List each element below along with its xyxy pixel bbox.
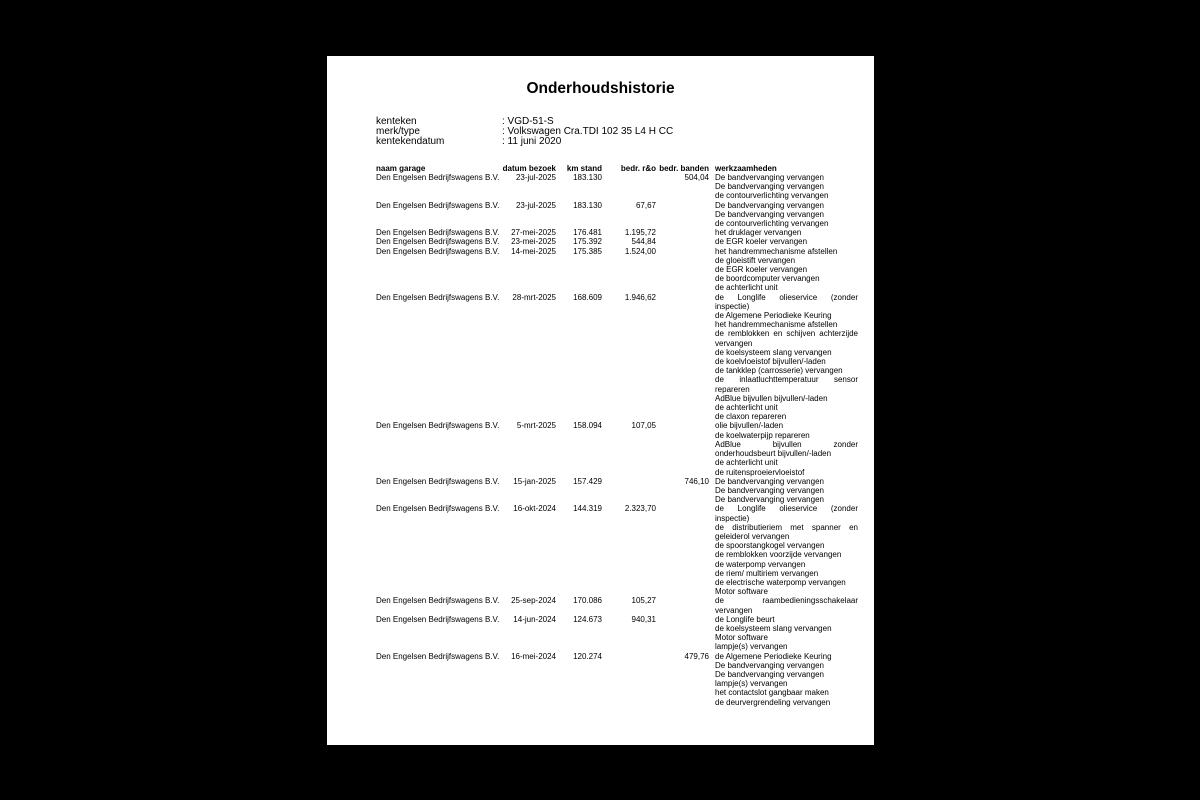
cell-garage: Den Engelsen Bedrijfswagens B.V. — [376, 421, 500, 431]
work-item: de Longlife beurt — [715, 614, 775, 624]
cell-tyres: 504,04 — [684, 173, 709, 182]
cell-work — [715, 247, 858, 293]
work-item: de Algemene Periodieke Keuring — [715, 311, 832, 321]
work-item: de EGR koeler vervangen — [715, 237, 808, 247]
table-row — [376, 477, 866, 505]
work-item: de achterlicht unit — [715, 283, 778, 293]
work-item: de claxon repareren — [715, 412, 787, 422]
cell-garage: Den Engelsen Bedrijfswagens B.V. — [376, 246, 500, 256]
cell-ro: 1.524,00 — [624, 246, 656, 256]
cell-garage: Den Engelsen Bedrijfswagens B.V. — [376, 614, 500, 624]
work-item: de koelvloeistof bijvullen/-laden — [715, 357, 826, 367]
work-item: lampje(s) vervangen — [715, 642, 788, 652]
work-item: de EGR koeler vervangen — [715, 265, 808, 275]
work-item: Motor software — [715, 633, 768, 643]
work-item: de waterpomp vervangen — [715, 559, 806, 569]
header-ro: bedr. r&o — [620, 164, 656, 173]
work-item: de remblokken en schijven achterzijde vervangen — [715, 329, 858, 348]
cell-km: 175.385 — [573, 246, 602, 256]
work-item: het druklager vervangen — [715, 228, 802, 238]
table-body — [376, 173, 866, 707]
work-item: De bandvervanging vervangen — [715, 173, 824, 182]
table-row — [376, 421, 866, 476]
cell-km: 176.481 — [573, 228, 602, 238]
cell-ro: 2.323,70 — [624, 504, 656, 514]
cell-km: 124.673 — [573, 614, 602, 624]
cell-date: 14-mei-2025 — [511, 246, 556, 256]
work-item: lampje(s) vervangen — [715, 679, 788, 689]
cell-garage: Den Engelsen Bedrijfswagens B.V. — [376, 200, 500, 210]
cell-date: 23-mei-2025 — [511, 237, 556, 247]
cell-date: 5-mrt-2025 — [516, 421, 556, 431]
work-item: de achterlicht unit — [715, 403, 778, 413]
cell-work — [715, 596, 858, 614]
cell-ro: 105,27 — [631, 596, 656, 606]
cell-ro: 544,84 — [631, 237, 656, 247]
work-item: olie bijvullen/-laden — [715, 421, 784, 431]
cell-work — [715, 652, 858, 707]
maintenance-table — [376, 164, 866, 707]
work-item: De bandvervanging vervangen — [715, 660, 824, 670]
table-row — [376, 652, 866, 707]
work-item: De bandvervanging vervangen — [715, 182, 824, 192]
work-item: de tankklep (carrosserie) vervangen — [715, 366, 843, 376]
work-item: het handremmechanisme afstellen — [715, 320, 838, 330]
work-item: de contourverlichting vervangen — [715, 219, 829, 229]
cell-garage: Den Engelsen Bedrijfswagens B.V. — [376, 596, 500, 606]
work-item: de Algemene Periodieke Keuring — [715, 651, 832, 661]
header-tyres: bedr. banden — [659, 164, 709, 173]
cell-work — [715, 615, 858, 652]
work-item: De bandvervanging vervangen — [715, 476, 824, 486]
table-row — [376, 615, 866, 652]
vehicle-info-value: : Volkswagen Cra.TDI 102 35 L4 H CC — [502, 126, 674, 137]
work-item: de inlaatluchttemperatuur sensor repareren — [715, 375, 858, 394]
table-row — [376, 201, 866, 229]
work-item: de gloeistift vervangen — [715, 255, 796, 265]
work-item: de Longlife olieservice (zonder inspectie) — [715, 292, 858, 311]
cell-tyres: 746,10 — [684, 476, 709, 486]
work-item: AdBlue bijvullen bijvullen/-laden — [715, 393, 828, 403]
cell-ro: 1.946,62 — [624, 292, 656, 302]
work-item: de remblokken voorzijde vervangen — [715, 550, 842, 560]
work-item: het handremmechanisme afstellen — [715, 246, 838, 256]
cell-work — [715, 504, 858, 596]
work-item: De bandvervanging vervangen — [715, 200, 824, 210]
table-row — [376, 237, 866, 246]
work-item: de electrische waterpomp vervangen — [715, 577, 846, 587]
page-title: Onderhoudshistorie — [526, 80, 675, 97]
work-item: de spoorstangkogel vervangen — [715, 541, 825, 551]
cell-garage: Den Engelsen Bedrijfswagens B.V. — [376, 504, 500, 514]
header-date: datum bezoek — [502, 164, 556, 173]
cell-date: 28-mrt-2025 — [512, 292, 556, 302]
work-item: het contactslot gangbaar maken — [715, 688, 829, 698]
cell-garage: Den Engelsen Bedrijfswagens B.V. — [376, 476, 500, 486]
header-km: km stand — [566, 164, 602, 173]
cell-date: 25-sep-2024 — [511, 596, 556, 606]
cell-work — [715, 237, 858, 246]
work-item: de deurvergrendeling vervangen — [715, 697, 831, 707]
cell-km: 157.429 — [573, 476, 602, 486]
cell-date: 23-jul-2025 — [515, 173, 556, 182]
work-item: de koelsysteem slang vervangen — [715, 347, 832, 357]
cell-work — [715, 173, 858, 201]
header-work: werkzaamheden — [715, 164, 777, 173]
table-row — [376, 504, 866, 596]
vehicle-info-label: kentekendatum — [376, 136, 445, 147]
cell-km: 158.094 — [573, 421, 602, 431]
work-item: de achterlicht unit — [715, 458, 778, 468]
cell-date: 14-jun-2024 — [513, 614, 556, 624]
cell-tyres: 479,76 — [684, 651, 709, 661]
work-item: Motor software — [715, 587, 768, 597]
work-item: de raambedieningsschakelaar vervangen — [715, 596, 858, 615]
cell-km: 175.392 — [573, 237, 602, 247]
work-item: De bandvervanging vervangen — [715, 495, 824, 505]
cell-km: 120.274 — [573, 651, 602, 661]
cell-work — [715, 201, 858, 229]
table-row — [376, 247, 866, 293]
cell-km: 170.086 — [573, 596, 602, 606]
document-page — [327, 56, 874, 745]
work-item: de ruitensproeiervloeistof — [715, 467, 805, 477]
cell-work — [715, 228, 858, 237]
cell-km: 183.130 — [573, 200, 602, 210]
work-item: AdBlue bijvullen zonder onderhoudsbeurt bijvullen/-laden — [715, 439, 858, 459]
cell-work — [715, 477, 858, 505]
cell-ro: 107,05 — [631, 421, 656, 431]
cell-ro: 1.195,72 — [624, 228, 656, 238]
cell-garage: Den Engelsen Bedrijfswagens B.V. — [376, 228, 500, 238]
cell-km: 168.609 — [573, 292, 602, 302]
work-item: de koelsysteem slang vervangen — [715, 623, 832, 633]
vehicle-info-label: kenteken — [376, 116, 417, 127]
work-item: De bandvervanging vervangen — [715, 485, 824, 495]
cell-date: 15-jan-2025 — [513, 476, 556, 486]
cell-garage: Den Engelsen Bedrijfswagens B.V. — [376, 292, 500, 302]
table-row — [376, 596, 866, 614]
table-header — [376, 164, 866, 173]
cell-work — [715, 293, 858, 422]
vehicle-info-label: merk/type — [376, 126, 420, 137]
vehicle-info-value: : VGD-51-S — [502, 116, 554, 127]
table-row — [376, 173, 866, 201]
cell-km: 144.319 — [573, 504, 602, 514]
cell-garage: Den Engelsen Bedrijfswagens B.V. — [376, 237, 500, 247]
header-garage: naam garage — [376, 164, 426, 173]
cell-garage: Den Engelsen Bedrijfswagens B.V. — [376, 651, 500, 661]
work-item: de koelwaterpijp repareren — [715, 430, 810, 440]
cell-ro: 940,31 — [631, 614, 656, 624]
cell-ro: 67,67 — [635, 200, 656, 210]
work-item: De bandvervanging vervangen — [715, 209, 824, 219]
work-item: de boordcomputer vervangen — [715, 274, 820, 284]
cell-garage: Den Engelsen Bedrijfswagens B.V. — [376, 173, 500, 182]
cell-date: 23-jul-2025 — [515, 200, 556, 210]
vehicle-info-value: : 11 juni 2020 — [502, 136, 562, 147]
table-row — [376, 228, 866, 237]
work-item: de contourverlichting vervangen — [715, 191, 829, 201]
cell-date: 16-mei-2024 — [511, 651, 556, 661]
table-row — [376, 293, 866, 422]
work-item: de riem/ multiriem vervangen — [715, 568, 819, 578]
work-item: de Longlife olieservice (zonder inspectie) — [715, 504, 858, 523]
work-item: De bandvervanging vervangen — [715, 669, 824, 679]
cell-km: 183.130 — [573, 173, 602, 182]
cell-date: 27-mei-2025 — [511, 228, 556, 238]
work-item: de distributieriem met spanner en geleiderol vervangen — [715, 522, 858, 541]
cell-work — [715, 421, 858, 476]
cell-date: 16-okt-2024 — [513, 504, 556, 514]
